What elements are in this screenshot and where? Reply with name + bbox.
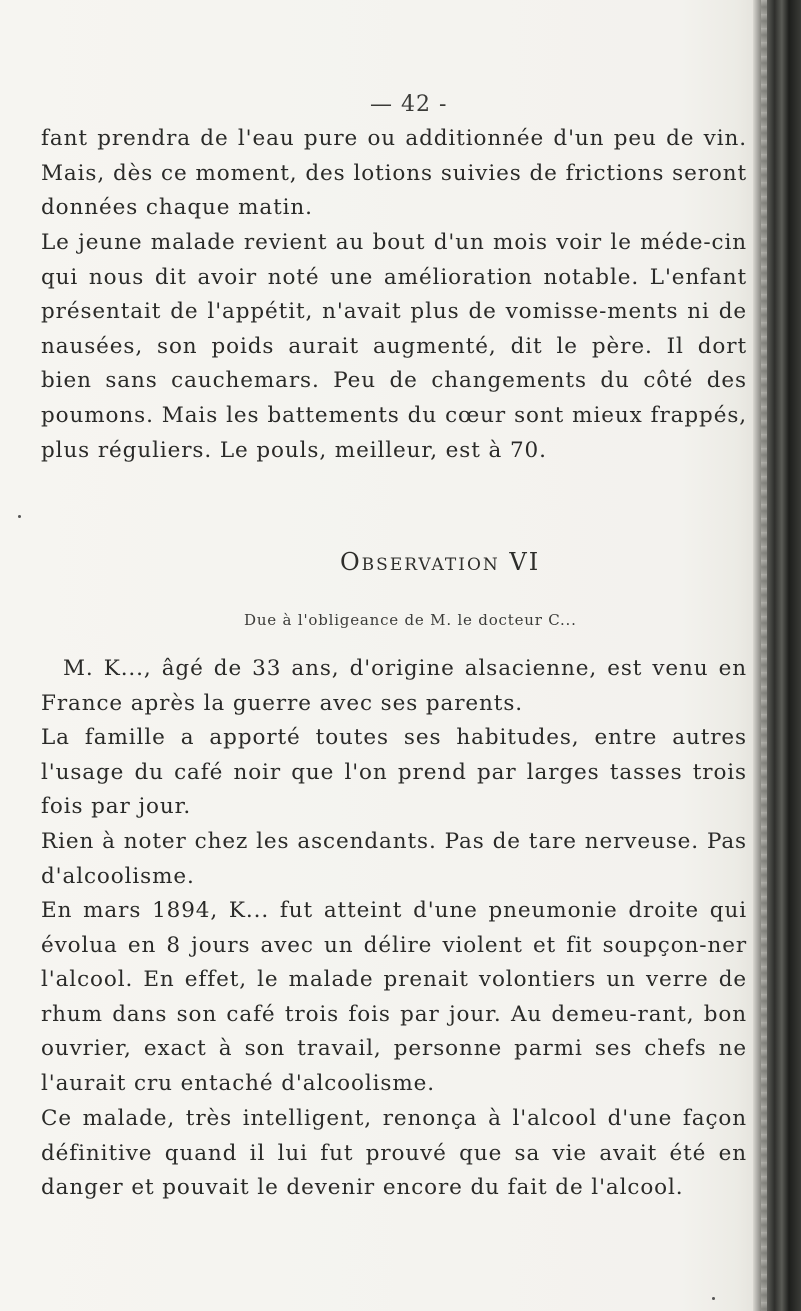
observation-title: Observation VI (340, 548, 541, 576)
observation-attribution: Due à l'obligeance de M. le docteur C... (244, 611, 577, 629)
paragraph-renounced-alcohol: Ce malade, très intelligent, renonça à l'alcool d'une façon définitive quand il lui fut prouvé que sa vie avait été en danger et pouvait le devenir encore du fait de l'alcool. (41, 1106, 747, 1201)
paragraph-ascendants: Rien à noter chez les ascendants. Pas de tare nerveuse. Pas d'alcoolisme. (41, 829, 747, 889)
paragraph-pneumonia-history: En mars 1894, K... fut atteint d'une pneumonie droite qui évolua en 8 jours avec un délire violent et fit soupçon-ner l'alcool. En effet, le malade prenait volontiers un verre de rhum dans son café trois fois par jour. Au demeu-rant, bon ouvrier, exact à son travail, personne parmi ses chefs ne l'aurait cru entaché d'alcoolisme. (41, 898, 747, 1096)
paragraph-family-habits: La famille a apporté toutes ses habitudes, entre autres l'usage du café noir que l'on prend par larges tasses trois fois par jour. (41, 725, 747, 820)
paragraph-follow-up-visit: Le jeune malade revient au bout d'un mois voir le méde-cin qui nous dit avoir noté une amélioration notable. L'enfant présentait de l'appétit, n'avait plus de vomisse-ments ni de nausées, son poids aurait augmenté, dit le père. Il dort bien sans cauchemars. Peu de changements du côté des poumons. Mais les battements du cœur sont mieux frappés, plus réguliers. Le pouls, meilleur, est à 70. (41, 230, 747, 463)
ink-speck (712, 1297, 715, 1300)
paragraph-continuation: fant prendra de l'eau pure ou additionnée d'un peu de vin. Mais, dès ce moment, des lotions suivies de frictions seront données chaque matin. (41, 126, 747, 221)
page-number: — 42 - (370, 92, 448, 117)
book-binding-edge (753, 0, 801, 1311)
ink-speck (18, 515, 21, 518)
paragraph-patient-origin: M. K..., âgé de 33 ans, d'origine alsacienne, est venu en France après la guerre avec ses parents. (41, 656, 747, 716)
